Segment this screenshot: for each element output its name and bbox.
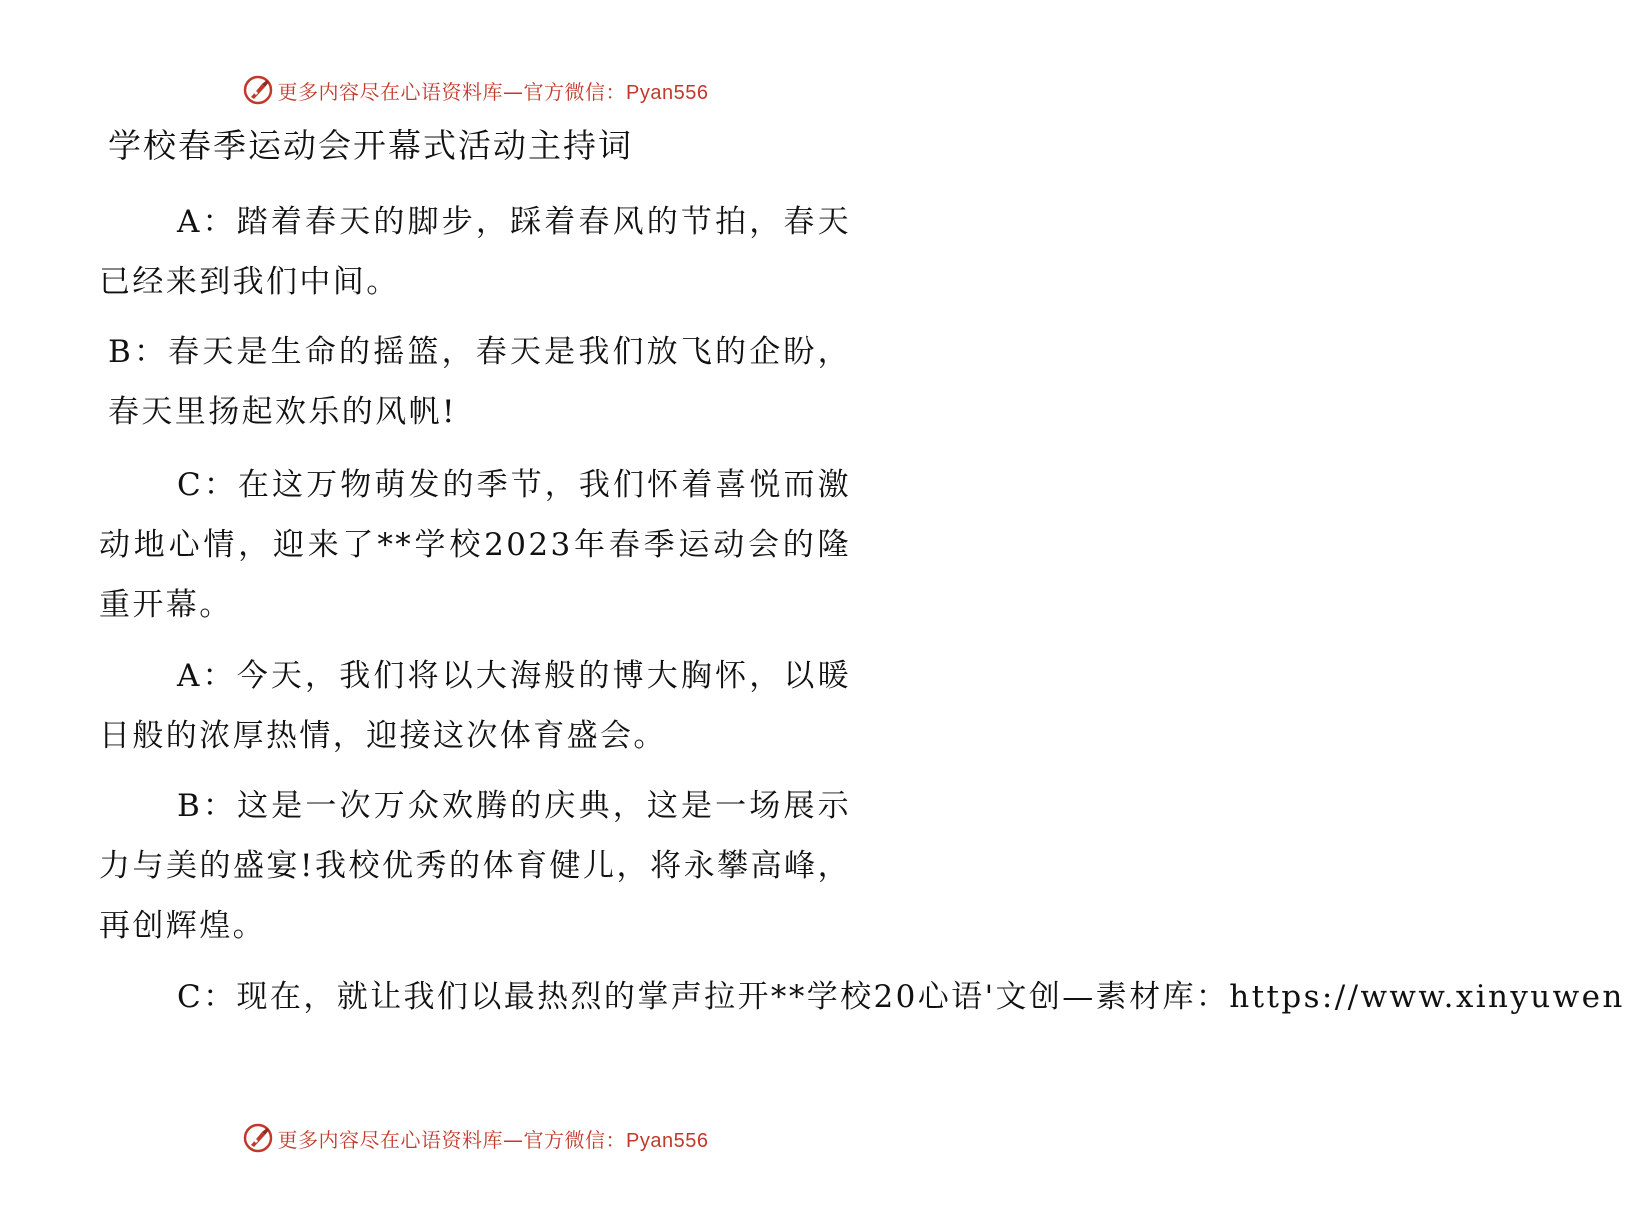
footer-banner-text: 更多内容尽在心语资料库—官方微信：Pyan556 (277, 1127, 709, 1152)
footer-banner (0, 1118, 950, 1158)
paragraph-a-1: A：踏着春天的脚步，踩着春风的节拍，春天已经来到我们中间。 (99, 204, 851, 300)
wechat-handle: Pyan556 (626, 81, 709, 104)
page-title: 学校春季运动会开幕式活动主持词 (108, 126, 633, 165)
paragraph-b-1: B：春天是生命的摇篮，春天是我们放飞的企盼，春天里扬起欢乐的风帆! (108, 334, 851, 430)
paragraph-b-2: B：这是一次万众欢腾的庆典，这是一场展示力与美的盛宴!我校优秀的体育健儿，将永攀高峰，再创辉煌。 (99, 788, 851, 944)
pen-nib-logo-icon (242, 74, 274, 106)
wechat-handle: Pyan556 (626, 1129, 709, 1152)
paragraph-a-2: A：今天，我们将以大海般的博大胸怀，以暖日般的浓厚热情，迎接这次体育盛会。 (99, 658, 851, 754)
pen-nib-logo-icon (242, 1122, 274, 1154)
header-banner-text: 更多内容尽在心语资料库—官方微信：Pyan556 (277, 79, 709, 104)
header-banner (0, 70, 950, 110)
paragraph-c-2: C：现在，就让我们以最热烈的掌声拉开**学校20心语'文创—素材库：https://www.xinyuwen (177, 979, 1625, 1015)
paragraph-c-1: C：在这万物萌发的季节，我们怀着喜悦而激动地心情，迎来了**学校2023年春季运动会的隆重开幕。 (99, 467, 851, 623)
